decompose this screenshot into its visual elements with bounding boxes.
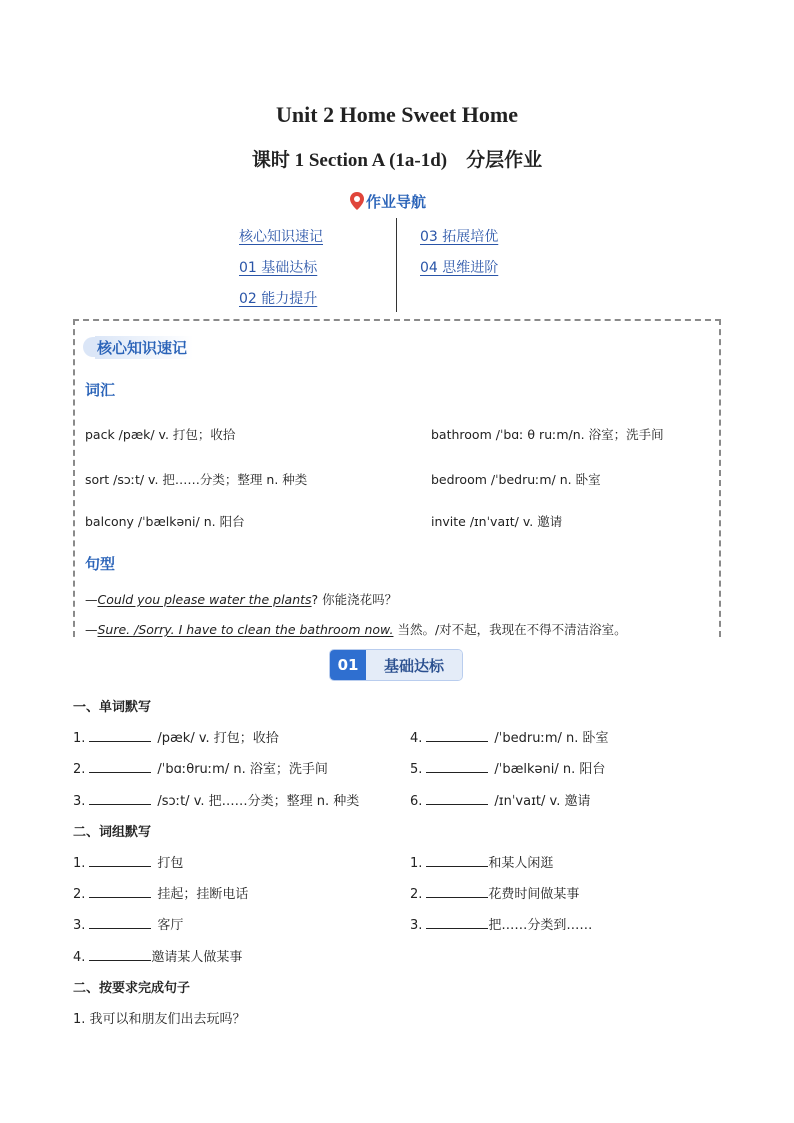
vocab-item: sort /sɔːt/ v. 把……分类；整理 n. 种类 xyxy=(85,472,308,487)
item-text: /ɪnˈvaɪt/ v. 邀请 xyxy=(494,794,591,809)
page-subtitle: 课时 1 Section A (1a-1d) 分层作业 xyxy=(251,150,543,171)
core-knowledge-title: 核心知识速记 xyxy=(95,336,193,359)
sentence-pattern xyxy=(85,590,397,608)
vocab-label: 词汇 xyxy=(85,381,116,399)
nav-link-core-knowledge[interactable]: 核心知识速记 xyxy=(239,229,323,245)
item-number: 3. xyxy=(73,918,86,933)
item-text: /ˈbælkəni/ n. 阳台 xyxy=(494,762,606,777)
vocab-item: invite /ɪnˈvaɪt/ v. 邀请 xyxy=(431,514,563,529)
part-title-phrase-dictation: 二、词组默写 xyxy=(73,825,152,840)
sentence-question: 1. 我可以和朋友们出去玩吗？ xyxy=(73,1012,246,1027)
phrase-item xyxy=(73,883,248,902)
phrase-item xyxy=(410,914,592,933)
item-number: 3. xyxy=(410,918,423,933)
item-text: 把……分类到…… xyxy=(488,918,593,933)
answer-blank[interactable] xyxy=(89,946,151,961)
item-text: 和某人闲逛 xyxy=(488,856,554,871)
phrase-item xyxy=(73,914,183,933)
vocab-item: bedroom /ˈbedruːm/ n. 卧室 xyxy=(431,472,601,487)
answer-blank[interactable] xyxy=(426,883,488,898)
word-item xyxy=(410,727,609,746)
core-knowledge-box xyxy=(73,319,721,637)
nav-divider xyxy=(396,218,397,312)
word-item xyxy=(73,758,328,777)
sentence-translation: 当然。/对不起，我现在不得不清洁浴室。 xyxy=(393,622,627,637)
sentence-pattern xyxy=(85,620,627,637)
answer-blank[interactable] xyxy=(426,790,488,805)
answer-blank[interactable] xyxy=(89,883,151,898)
word-item xyxy=(73,727,279,746)
location-pin-icon xyxy=(350,192,364,210)
item-text: 打包 xyxy=(157,856,184,871)
item-text: 挂起；挂断电话 xyxy=(157,887,249,902)
item-text: /sɔːt/ v. 把……分类；整理 n. 种类 xyxy=(157,794,360,809)
sentence-english: Sure. /Sorry. I have to clean the bathroom now. xyxy=(97,622,394,637)
answer-blank[interactable] xyxy=(89,790,151,805)
homework-nav-heading xyxy=(350,190,426,212)
vocab-item: bathroom /ˈbɑː θ ruːm/n. 浴室；洗手间 xyxy=(431,427,664,442)
part-title-complete-sentences: 二、按要求完成句子 xyxy=(73,981,191,996)
answer-blank[interactable] xyxy=(89,852,151,867)
nav-link-03[interactable]: 03 拓展培优 xyxy=(420,229,499,245)
item-text: /ˈbedruːm/ n. 卧室 xyxy=(494,731,609,746)
item-number: 1. xyxy=(410,856,423,871)
answer-blank[interactable] xyxy=(426,914,488,929)
item-number: 4. xyxy=(410,731,423,746)
vocab-item: balcony /ˈbælkəni/ n. 阳台 xyxy=(85,514,245,529)
section-badge-01 xyxy=(330,650,462,680)
answer-blank[interactable] xyxy=(89,758,151,773)
answer-blank[interactable] xyxy=(89,914,151,929)
vocab-item: pack /pæk/ v. 打包；收拾 xyxy=(85,427,236,442)
word-item xyxy=(410,790,590,809)
item-number: 1. xyxy=(73,856,86,871)
word-item xyxy=(410,758,605,777)
answer-blank[interactable] xyxy=(89,727,151,742)
word-item xyxy=(73,790,359,809)
item-number: 5. xyxy=(410,762,423,777)
item-text: /pæk/ v. 打包；收拾 xyxy=(157,731,279,746)
nav-link-01[interactable]: 01 基础达标 xyxy=(239,260,318,276)
item-text: /ˈbɑːθruːm/ n. 浴室；洗手间 xyxy=(157,762,328,777)
phrase-item xyxy=(410,852,553,871)
nav-link-02[interactable]: 02 能力提升 xyxy=(239,291,318,307)
sentence-label: 句型 xyxy=(85,555,116,573)
phrase-item xyxy=(410,883,579,902)
item-text: 邀请某人做某事 xyxy=(151,950,243,965)
item-number: 2. xyxy=(410,887,423,902)
badge-number: 01 xyxy=(330,650,366,680)
phrase-item xyxy=(73,946,242,965)
item-number: 6. xyxy=(410,794,423,809)
part-title-word-dictation: 一、单词默写 xyxy=(73,700,152,715)
item-number: 1. xyxy=(73,731,86,746)
item-number: 2. xyxy=(73,762,86,777)
sentence-english: Could you please water the plants xyxy=(97,592,312,607)
sentence-dash: — xyxy=(85,622,98,637)
page-title: Unit 2 Home Sweet Home xyxy=(276,102,518,127)
item-text: 花费时间做某事 xyxy=(488,887,580,902)
core-knowledge-heading xyxy=(83,335,193,359)
badge-label: 基础达标 xyxy=(366,650,462,680)
item-text: 客厅 xyxy=(157,918,184,933)
item-number: 3. xyxy=(73,794,86,809)
sentence-translation: ? 你能浇花吗？ xyxy=(311,592,398,607)
nav-link-04[interactable]: 04 思维进阶 xyxy=(420,260,499,276)
sentence-dash: — xyxy=(85,592,98,607)
phrase-item xyxy=(73,852,183,871)
answer-blank[interactable] xyxy=(426,758,488,773)
heading-pill-decoration xyxy=(83,337,95,357)
homework-nav-title: 作业导航 xyxy=(366,192,427,211)
answer-blank[interactable] xyxy=(426,852,488,867)
answer-blank[interactable] xyxy=(426,727,488,742)
item-number: 4. xyxy=(73,950,86,965)
item-number: 2. xyxy=(73,887,86,902)
